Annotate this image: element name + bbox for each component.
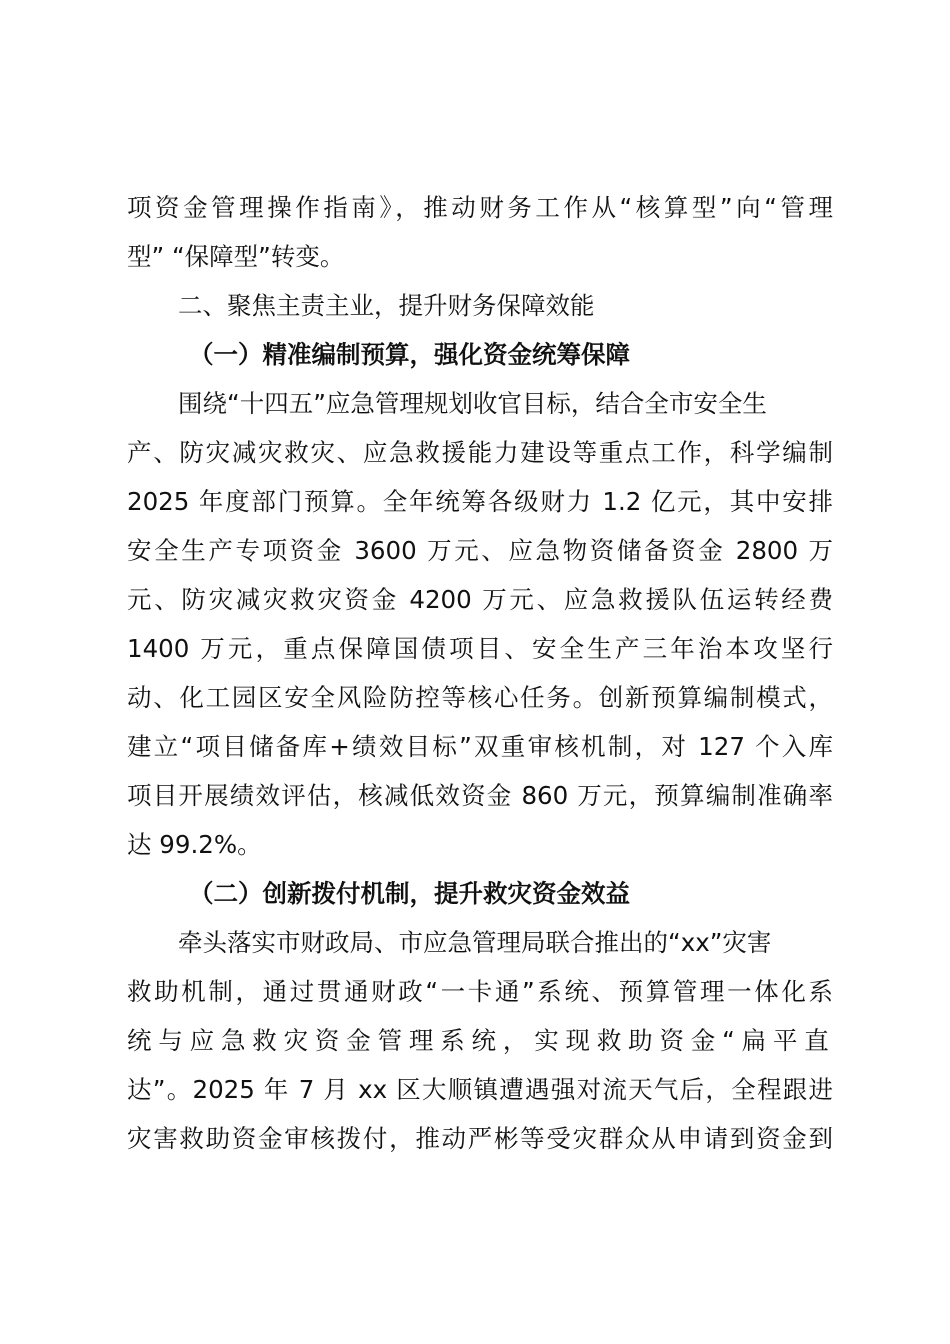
paragraph-first-line: 围绕“十四五”应急管理规划收官目标，结合全市安全生: [178, 389, 767, 418]
body-text-line: 统与应急救灾资金管理系统，实现救助资金“扁平直: [127, 1026, 833, 1055]
body-text-line: 项目开展绩效评估，核减低效资金 860 万元，预算编制准确率: [127, 781, 833, 810]
body-text-line: 救助机制，通过贯通财政“一卡通”系统、预算管理一体化系: [127, 977, 833, 1006]
subsection-heading: （一）精准编制预算，强化资金统筹保障: [189, 340, 630, 369]
body-text-line: 元、防灾减灾救灾资金 4200 万元、应急救援队伍运转经费: [127, 585, 833, 614]
body-text-line: 产、防灾减灾救灾、应急救援能力建设等重点工作，科学编制: [127, 438, 833, 467]
body-text-line: 型” “保障型”转变。: [127, 242, 345, 271]
body-text-line: 2025 年度部门预算。全年统筹各级财力 1.2 亿元，其中安排: [127, 487, 833, 516]
paragraph-first-line: 牵头落实市财政局、市应急管理局联合推出的“xx”灾害: [178, 928, 772, 957]
document-page: [127, 183, 833, 1163]
body-text-line: 灾害救助资金审核拨付，推动严彬等受灾群众从申请到资金到: [127, 1124, 833, 1153]
body-text-line: 动、化工园区安全风险防控等核心任务。创新预算编制模式，: [127, 683, 833, 712]
body-text-line: 项资金管理操作指南》，推动财务工作从“核算型”向“管理: [127, 193, 833, 222]
body-text-line: 达”。2025 年 7 月 xx 区大顺镇遭遇强对流天气后，全程跟进: [127, 1075, 833, 1104]
section-heading: 二、聚焦主责主业，提升财务保障效能: [178, 291, 595, 320]
body-text-line: 达 99.2%。: [127, 830, 262, 859]
body-text-line: 安全生产专项资金 3600 万元、应急物资储备资金 2800 万: [127, 536, 833, 565]
body-text-line: 建立“项目储备库+绩效目标”双重审核机制，对 127 个入库: [127, 732, 833, 761]
subsection-heading: （二）创新拨付机制，提升救灾资金效益: [189, 879, 630, 908]
body-text-line: 1400 万元，重点保障国债项目、安全生产三年治本攻坚行: [127, 634, 833, 663]
